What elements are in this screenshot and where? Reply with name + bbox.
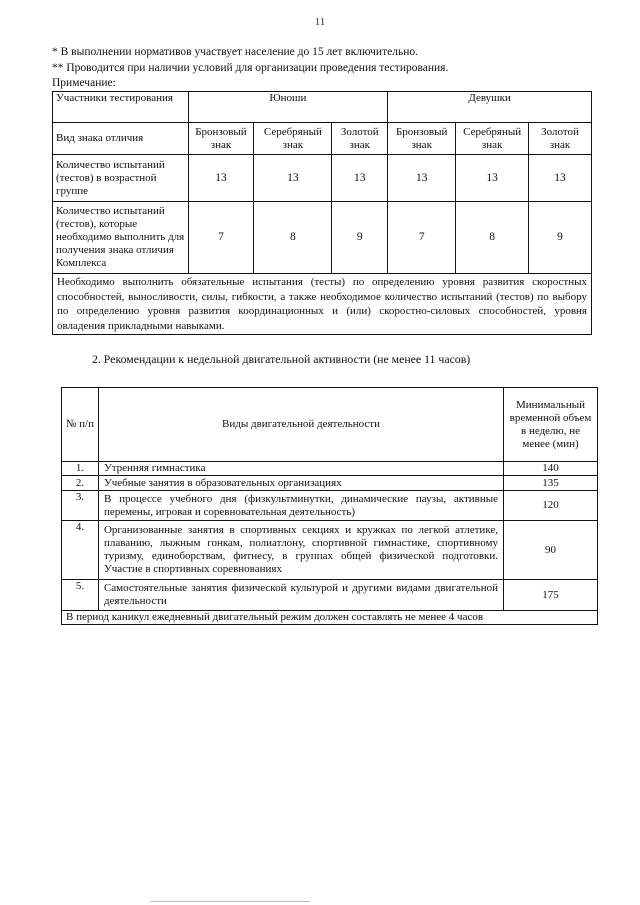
- table-row: [62, 521, 598, 580]
- table-row: [53, 92, 592, 123]
- row-number: 5.: [62, 580, 99, 611]
- badge-bronze-boys: Бронзовый знак: [188, 123, 254, 155]
- participants-label: Участники тестирования: [53, 92, 189, 123]
- badge-gold-girls: Золотой знак: [529, 123, 592, 155]
- header-num: № п/п: [62, 388, 99, 462]
- activity-cell: В процессе учебного дня (физкультминутки, динамические паузы, активные перемены, игровая и соревновательная деятельность): [98, 491, 503, 521]
- badge-silver-girls: Серебряный знак: [456, 123, 529, 155]
- table-row: [53, 202, 592, 274]
- badge-bronze-girls: Бронзовый знак: [388, 123, 456, 155]
- header-min-time: Минимальный временной объем в неделю, не менее (мин): [504, 388, 598, 462]
- table-row: [53, 123, 592, 155]
- requirement-note: Необходимо выполнить обязательные испытания (тесты) по определению уровня развития скоростных способностей, выносливости, силы, гибкости, а также необходимое количество испытаний (тестов) по выбору по определению уровня развития координационных и (или) скоростно-силовых способностей, уровня овладения прикладными навыками.: [53, 274, 592, 335]
- table-row: [53, 274, 592, 335]
- table-row: [53, 155, 592, 202]
- table-cell: 8: [456, 202, 529, 274]
- row-label-tests-required: Количество испытаний (тестов), которые необходимо выполнить для получения знака отличия Комплекса: [53, 202, 189, 274]
- note-heading: Примечание:: [52, 77, 116, 89]
- table-cell: 8: [254, 202, 332, 274]
- minutes-cell: 135: [504, 476, 598, 491]
- table-cell: 9: [332, 202, 388, 274]
- vacation-note: В период каникул ежедневный двигательный режим должен составлять не менее 4 часов: [62, 611, 598, 625]
- testing-requirements-table: [52, 91, 592, 335]
- table-cell: 13: [188, 155, 254, 202]
- table-row: [62, 611, 598, 625]
- row-number: 4.: [62, 521, 99, 580]
- table-cell: 13: [388, 155, 456, 202]
- row-number: 2.: [62, 476, 99, 491]
- table-cell: 9: [529, 202, 592, 274]
- table-row: [62, 476, 598, 491]
- table-cell: 7: [188, 202, 254, 274]
- badge-silver-boys: Серебряный знак: [254, 123, 332, 155]
- footnote-conditions: ** Проводится при наличии условий для организации проведения тестирования.: [52, 62, 449, 74]
- badge-type-label: Вид знака отличия: [53, 123, 189, 155]
- row-number: 3.: [62, 491, 99, 521]
- badge-gold-boys: Золотой знак: [332, 123, 388, 155]
- section-2-title: 2. Рекомендации к недельной двигательной активности (не менее 11 часов): [92, 352, 471, 366]
- table-row: [62, 462, 598, 476]
- table-row: [62, 491, 598, 521]
- weekly-activity-table: [61, 387, 598, 625]
- activity-cell: Утренняя гимнастика: [98, 462, 503, 476]
- table-cell: 13: [332, 155, 388, 202]
- table-cell: 13: [529, 155, 592, 202]
- header-activity: Виды двигательной деятельности: [98, 388, 503, 462]
- activity-cell: Учебные занятия в образовательных организациях: [98, 476, 503, 491]
- table-cell: 7: [388, 202, 456, 274]
- minutes-cell: 90: [504, 521, 598, 580]
- row-label-tests-total: Количество испытаний (тестов) в возрастной группе: [53, 155, 189, 202]
- row-number: 1.: [62, 462, 99, 476]
- table-row: [62, 580, 598, 611]
- boys-header: Юноши: [188, 92, 388, 123]
- table-cell: 13: [456, 155, 529, 202]
- minutes-cell: 140: [504, 462, 598, 476]
- activity-cell: Самостоятельные занятия физической культурой и другими видами двигательной деятельности: [98, 580, 503, 611]
- minutes-cell: 120: [504, 491, 598, 521]
- scan-edge-line: [150, 901, 310, 902]
- girls-header: Девушки: [388, 92, 592, 123]
- page-number: 11: [314, 16, 326, 28]
- table-cell: 13: [254, 155, 332, 202]
- table-row: [62, 388, 598, 462]
- activity-cell: Организованные занятия в спортивных секциях и кружках по легкой атлетике, плаванию, лыжным гонкам, полиатлону, спортивной гимнастике, спортивному туризму, единоборствам, фитнесу, в группах общей физической подготовки. Участие в спортивных соревнованиях: [98, 521, 503, 580]
- footnote-age: * В выполнении нормативов участвует население до 15 лет включительно.: [52, 46, 418, 58]
- minutes-cell: 175: [504, 580, 598, 611]
